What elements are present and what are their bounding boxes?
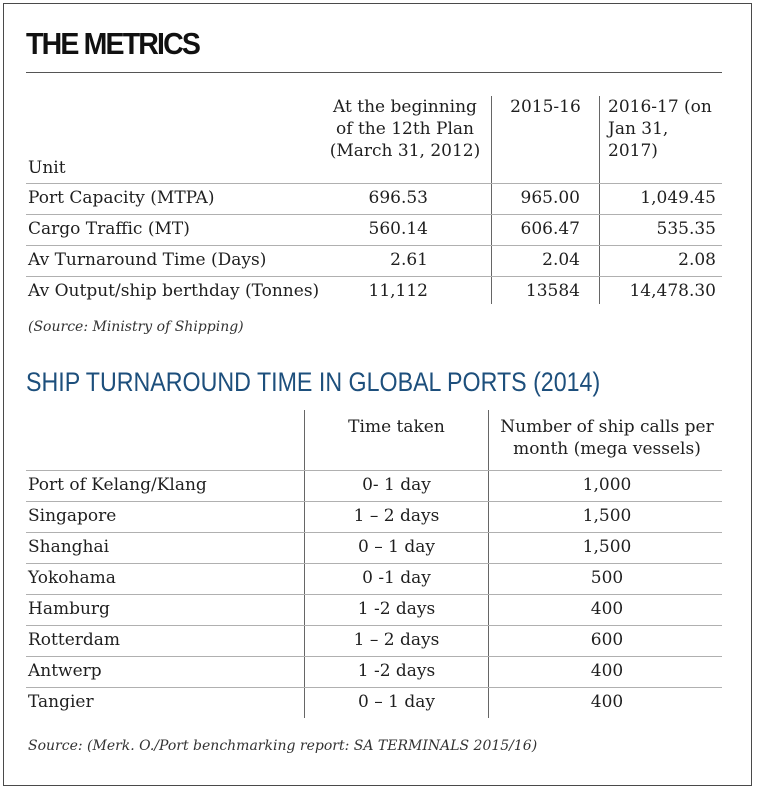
time-taken-value: 0 -1 day xyxy=(362,568,431,588)
metric-value: 2.08 xyxy=(678,250,716,270)
header-time-taken: Time taken xyxy=(348,417,445,437)
ship-calls-value: 400 xyxy=(590,692,624,712)
metric-value: 965.00 xyxy=(520,188,580,208)
row-divider xyxy=(26,276,722,277)
ship-calls-value: 600 xyxy=(590,630,624,650)
header-ship-calls xyxy=(489,416,725,460)
row-divider xyxy=(26,470,722,471)
row-divider xyxy=(26,625,722,626)
global-ports-title: SHIP TURNAROUND TIME IN GLOBAL PORTS (2014) xyxy=(26,367,601,397)
ship-calls-value: 1,500 xyxy=(582,537,632,557)
metric-label: Cargo Traffic (MT) xyxy=(28,219,190,239)
port-name: Singapore xyxy=(28,506,117,526)
header-line: 2015-16 xyxy=(510,97,581,117)
ship-calls-value: 1,500 xyxy=(582,506,632,526)
ship-calls-value: 400 xyxy=(590,599,624,619)
row-divider xyxy=(26,594,722,595)
time-taken-value: 0 – 1 day xyxy=(358,692,435,712)
time-taken-value: 0 – 1 day xyxy=(358,537,435,557)
time-taken-value: 1 -2 days xyxy=(357,661,436,681)
metric-value: 560.14 xyxy=(368,219,428,239)
global-source: Source: (Merk. O./Port benchmarking report: SA TERMINALS 2015/16) xyxy=(28,738,538,754)
port-name: Tangier xyxy=(28,692,94,712)
port-name: Rotterdam xyxy=(28,630,121,650)
ship-calls-value: 400 xyxy=(590,661,624,681)
ship-calls-value: 1,000 xyxy=(582,475,632,495)
metrics-title: THE METRICS xyxy=(26,26,200,61)
port-name: Yokohama xyxy=(28,568,116,588)
header-line: Number of ship calls per xyxy=(500,417,714,437)
metric-label: Av Output/ship berthday (Tonnes) xyxy=(28,281,320,301)
header-line: of the 12th Plan xyxy=(336,119,474,139)
title-rule xyxy=(26,72,722,73)
metrics-header-2016 xyxy=(600,96,722,162)
row-divider xyxy=(26,183,722,184)
header-line: Jan 31, 2017) xyxy=(608,119,669,161)
header-line: 2016-17 (on xyxy=(608,97,712,117)
unit-label: Unit xyxy=(28,158,66,178)
row-divider xyxy=(26,532,722,533)
row-divider xyxy=(26,563,722,564)
metric-value: 11,112 xyxy=(368,281,428,301)
row-divider xyxy=(26,656,722,657)
metric-value: 1,049.45 xyxy=(640,188,716,208)
time-taken-value: 1 – 2 days xyxy=(353,506,440,526)
row-divider xyxy=(26,501,722,502)
metrics-header-2015 xyxy=(492,96,599,118)
time-taken-value: 1 -2 days xyxy=(357,599,436,619)
metric-value: 606.47 xyxy=(520,219,580,239)
metric-value: 535.35 xyxy=(656,219,716,239)
metric-value: 14,478.30 xyxy=(629,281,716,301)
metric-label: Av Turnaround Time (Days) xyxy=(28,250,267,270)
metric-value: 2.61 xyxy=(390,250,428,270)
metric-value: 13584 xyxy=(525,281,580,301)
port-name: Hamburg xyxy=(28,599,110,619)
metrics-header-plan xyxy=(318,96,492,162)
ship-calls-value: 500 xyxy=(590,568,624,588)
header-line: (March 31, 2012) xyxy=(329,141,481,161)
metric-label: Port Capacity (MTPA) xyxy=(28,188,215,208)
port-name: Shanghai xyxy=(28,537,110,557)
port-name: Port of Kelang/Klang xyxy=(28,475,207,495)
row-divider xyxy=(26,214,722,215)
port-name: Antwerp xyxy=(28,661,102,681)
time-taken-value: 1 – 2 days xyxy=(353,630,440,650)
row-divider xyxy=(26,245,722,246)
metric-value: 2.04 xyxy=(542,250,580,270)
metric-value: 696.53 xyxy=(368,188,428,208)
header-line: month (mega vessels) xyxy=(513,439,701,459)
metrics-source: (Source: Ministry of Shipping) xyxy=(28,319,244,335)
header-line: At the beginning xyxy=(333,97,477,117)
time-taken-value: 0- 1 day xyxy=(362,475,431,495)
row-divider xyxy=(26,687,722,688)
